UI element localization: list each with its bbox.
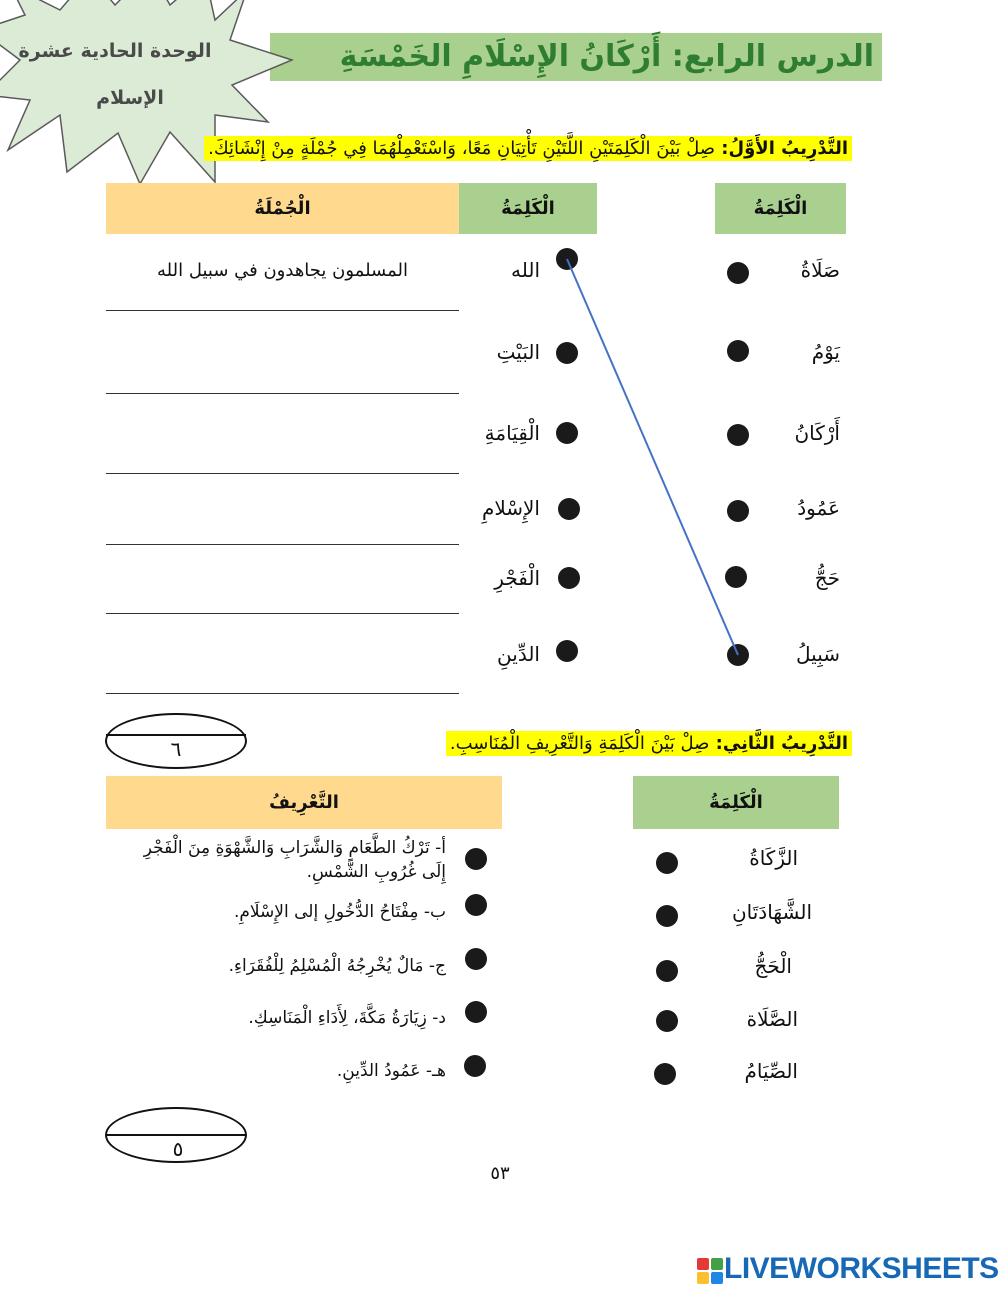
exercise1-text: صِلْ بَيْنَ الْكَلِمَتَيْنِ اللَّتَيْنِ تَأْتِيَانِ مَعًا، وَاسْتَعْمِلْهُمَا فِي جُمْلَةٍ مِنْ إِنْشَائِكَ. <box>208 138 716 159</box>
ex2-def-dot[interactable] <box>465 894 487 916</box>
ex1-mid-word: الْفَجْرِ <box>494 566 540 590</box>
ex2-def-dot[interactable] <box>465 948 487 970</box>
ex1-mid-word: البَيْتِ <box>496 340 540 364</box>
sentence-rule <box>106 613 459 614</box>
score-divider <box>106 1134 246 1136</box>
ex2-header-def: التَّعْرِيفُ <box>106 776 502 829</box>
ex2-def-dot[interactable] <box>464 1055 486 1077</box>
score-ex1: ٦ <box>170 737 182 761</box>
score-divider <box>106 734 246 736</box>
ex1-right-word: أَرْكَانُ <box>794 421 840 445</box>
unit-title: الوحدة الحادية عشرة <box>18 40 212 62</box>
ex1-mid-word: الدِّينِ <box>497 642 540 666</box>
ex1-header-sentence: الْجُمْلَةُ <box>106 183 459 234</box>
ex1-mid-word: الْقِيَامَةِ <box>484 421 540 445</box>
score-ex2: ٥ <box>172 1137 184 1161</box>
sentence-rule <box>106 310 459 311</box>
ex1-header-word-right: الْكَلِمَةُ <box>715 183 846 234</box>
ex2-word: الشَّهَادَتَانِ <box>731 900 812 924</box>
ex2-word-dot[interactable] <box>656 1010 678 1032</box>
connection-line <box>567 259 738 655</box>
sentence-rule <box>106 544 459 545</box>
ex1-right-word: سَبِيلُ <box>796 642 840 666</box>
ex2-def-dot[interactable] <box>465 848 487 870</box>
exercise2-text: صِلْ بَيْنَ الْكَلِمَةِ وَالتَّعْرِيفِ الْمُنَاسِبِ. <box>449 733 710 754</box>
sentence-rule <box>106 393 459 394</box>
ex1-right-word: صَلَاةُ <box>800 258 840 282</box>
ex2-definition: ب- مِفْتَاحُ الدُّخُولِ إلى الإِسْلَامِ. <box>233 902 446 922</box>
exercise1-label: التَّدْرِيبُ الأَوَّلُ: <box>721 138 848 159</box>
ex2-word: الصِّيَامُ <box>744 1059 798 1083</box>
ex2-word-dot[interactable] <box>656 960 678 982</box>
lesson-title: الدرس الرابع: أَرْكَانُ الإِسْلَامِ الخَمْسَةِ <box>339 39 874 74</box>
sentence-rule <box>106 473 459 474</box>
page-number: ٥٣ <box>490 1163 510 1184</box>
exercise2-label: التَّدْرِيبُ الثَّانِي: <box>715 733 848 754</box>
exercise2-instruction <box>446 731 852 756</box>
ex2-definition: د- زِيَارَةُ مَكَّةَ، لِأَدَاءِ الْمَنَاسِكِ. <box>248 1008 446 1028</box>
ex1-mid-word: الله <box>511 258 540 282</box>
liveworksheets-logo-icon <box>697 1258 723 1284</box>
ex2-word: الصَّلَاة <box>746 1007 798 1031</box>
unit-subject: الإسلام <box>96 87 164 109</box>
ex2-definition: أ- تَرْكُ الطَّعَامِ وَالشَّرَابِ وَالشَّهْوَةِ مِنَ الْفَجْرِ إِلَى غُرُوبِ الشَّمْسِ. <box>143 838 446 882</box>
ex1-right-word: حَجُّ <box>814 566 840 590</box>
ex2-word-dot[interactable] <box>656 905 678 927</box>
ex2-def-dot[interactable] <box>465 1001 487 1023</box>
brand-name[interactable]: LIVEWORKSHEETS <box>724 1252 999 1285</box>
sentence-rule <box>106 693 459 694</box>
ex2-definition: ج- مَالٌ يُخْرِجُهُ الْمُسْلِمُ لِلْفُقَرَاءِ. <box>228 956 446 976</box>
ex1-mid-word: الإِسْلامِ <box>481 496 540 520</box>
ex2-word: الْحَجُّ <box>754 954 792 978</box>
ex1-header-word-mid: الْكَلِمَةُ <box>459 183 597 234</box>
ex2-header-word: الْكَلِمَةُ <box>633 776 839 829</box>
ex1-sentence[interactable]: المسلمون يجاهدون في سبيل الله <box>157 260 408 281</box>
ex2-word: الزَّكَاةُ <box>749 846 798 870</box>
ex1-right-word: يَوْمُ <box>811 340 840 364</box>
ex2-definition: هـ- عَمُودُ الدِّينِ. <box>336 1061 446 1081</box>
ex2-word-dot[interactable] <box>654 1063 676 1085</box>
ex2-word-dot[interactable] <box>656 852 678 874</box>
ex1-right-word: عَمُودُ <box>797 496 840 520</box>
